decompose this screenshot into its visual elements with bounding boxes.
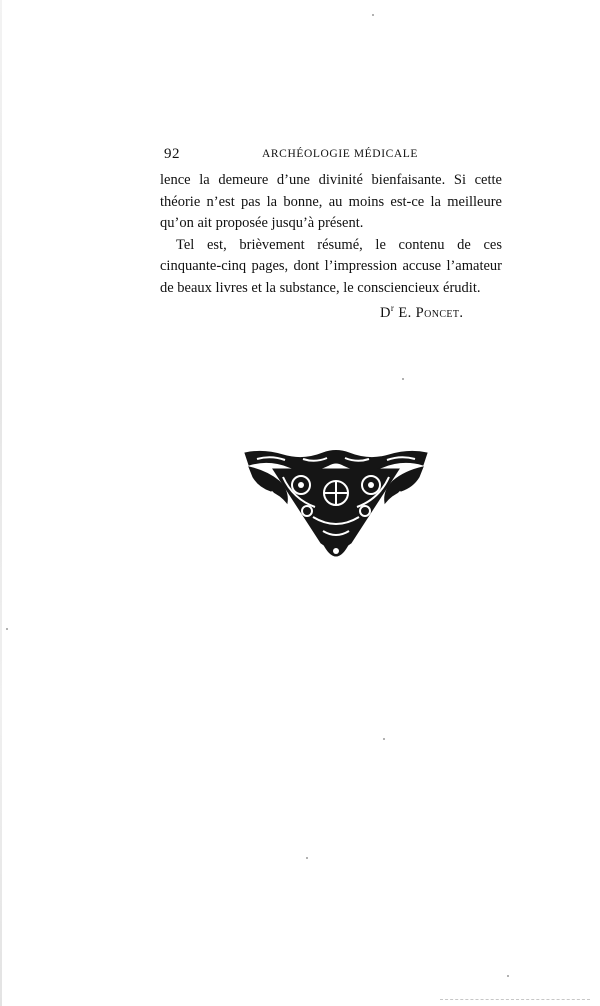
signature-title-sup: r [390,303,395,313]
signature-initial: E. [398,304,412,321]
paragraph-2: Tel est, brièvement résumé, le contenu de ces cinquante-cinq pages, dont l’impression accuse l’amateur de beaux livres et la substance, le consciencieux érudit. [160,236,502,296]
signature-title: D [380,304,391,321]
body-text [160,170,502,299]
page-edge-shadow [0,0,2,1006]
page-edge-bottom [440,998,590,1000]
running-title: ARCHÉOLOGIE MÉDICALE [262,148,419,160]
cul-de-lamp-ornament-icon [243,447,429,569]
author-signature [380,303,463,322]
page-number: 92 [164,146,180,162]
paragraph-1: lence la demeure d’une divinité bienfaisante. Si cette théorie n’est pas la bonne, au moins est-ce la meilleure qu’on ait proposée jusqu’à présent. [160,172,502,231]
signature-surname: Poncet. [415,304,464,321]
